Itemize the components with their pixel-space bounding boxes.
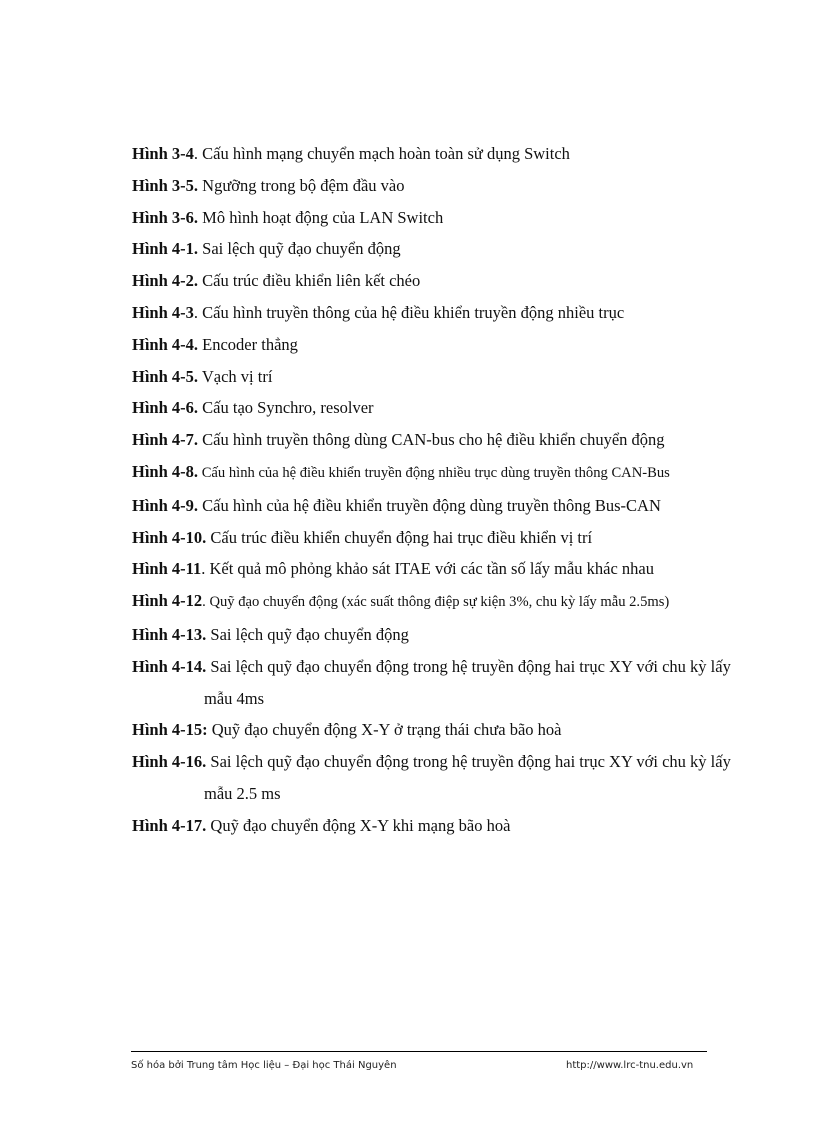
figure-label: Hình 4-13. <box>132 624 207 644</box>
figure-label: Hình 4-10. <box>132 527 207 547</box>
figure-entry-4-15 <box>132 714 752 746</box>
figure-caption: Quỹ đạo chuyển động X-Y khi mạng bão hoà <box>210 815 511 835</box>
figure-label: Hình 4-11 <box>132 559 202 579</box>
figure-entry-4-12 <box>132 585 752 619</box>
figure-separator: . <box>193 302 203 322</box>
figure-entry-4-17 <box>132 810 752 842</box>
figure-caption: Kết quả mô phỏng khảo sát ITAE với các tần số lấy mẫu khác nhau <box>209 559 655 579</box>
figure-separator: . <box>201 559 210 579</box>
figure-caption: Sai lệch quỹ đạo chuyển động <box>210 624 409 644</box>
figure-entry-4-7 <box>132 424 752 456</box>
figure-caption: Quỹ đạo chuyển động X-Y ở trạng thái chưa bão hoà <box>211 720 562 740</box>
figure-entry-4-5 <box>132 361 752 393</box>
figure-entry-4-1 <box>132 233 752 265</box>
figure-caption: Sai lệch quỹ đạo chuyển động trong hệ truyền động hai trục XY với chu kỳ lấy mẫu 4ms <box>204 656 731 708</box>
figure-label: Hình 3-4 <box>132 144 194 163</box>
figure-label: Hình 4-9. <box>132 495 199 515</box>
figure-entry-4-2 <box>132 265 752 297</box>
figure-label: Hình 4-4. <box>132 334 199 354</box>
figure-caption: Cấu trúc điều khiển liên kết chéo <box>202 271 421 291</box>
figure-caption: Cấu tạo Synchro, resolver <box>202 398 374 418</box>
figure-caption: Encoder thẳng <box>202 334 298 354</box>
figure-label: Hình 4-2. <box>132 271 199 291</box>
figure-caption: Mô hình hoạt động của LAN Switch <box>202 207 444 227</box>
figure-label: Hình 4-15: <box>132 720 208 740</box>
figure-label: Hình 4-16. <box>132 752 207 772</box>
figure-label: Hình 4-3 <box>132 302 194 322</box>
figure-caption: Cấu hình của hệ điều khiển truyền động nhiều trục dùng truyền thông CAN-Bus <box>201 464 670 481</box>
figure-entry-4-14 <box>132 651 752 715</box>
figure-entry-4-16 <box>132 746 752 810</box>
figure-entry-4-4 <box>132 329 752 361</box>
figure-caption: Quỹ đạo chuyển động (xác suất thông điệp sự kiện 3%, chu kỳ lấy mẫu 2.5ms) <box>209 594 670 611</box>
figure-entry-4-3 <box>132 297 752 329</box>
figure-caption: Cấu hình truyền thông dùng CAN-bus cho hệ điều khiển chuyển động <box>202 430 665 450</box>
figure-entry-4-9 <box>132 490 752 522</box>
figure-label: Hình 4-17. <box>132 815 207 835</box>
figure-label: Hình 3-6. <box>132 207 199 227</box>
figure-entry-4-10 <box>132 522 752 554</box>
figure-label: Hình 4-14. <box>132 656 207 676</box>
figure-entry-4-11 <box>132 553 752 585</box>
figure-caption: Cấu hình truyền thông của hệ điều khiển truyền động nhiều trục <box>202 302 625 322</box>
figure-label: Hình 4-5. <box>132 366 199 386</box>
figure-caption: Sai lệch quỹ đạo chuyển động <box>202 239 401 259</box>
figure-entry-3-5 <box>132 170 752 202</box>
figure-entry-4-13 <box>132 619 752 651</box>
figure-label: Hình 4-12 <box>132 591 203 611</box>
figure-caption: Cấu hình mạng chuyển mạch hoàn toàn sử dụng Switch <box>202 144 570 163</box>
figure-entry-3-4 <box>132 138 752 170</box>
footer-source-text: Số hóa bởi Trung tâm Học liệu – Đại học Thái Nguyên <box>131 1060 397 1071</box>
figure-label: Hình 4-7. <box>132 430 199 450</box>
footer-divider <box>131 1051 707 1052</box>
figure-separator: . <box>202 594 210 611</box>
figure-caption: Vạch vị trí <box>201 366 273 386</box>
list-of-figures <box>132 138 752 842</box>
figure-caption: Cấu trúc điều khiển chuyển động hai trục điều khiển vị trí <box>210 527 593 547</box>
figure-label: Hình 4-6. <box>132 398 199 418</box>
figure-label: Hình 4-1. <box>132 239 199 259</box>
footer-url: http://www.lrc-tnu.edu.vn <box>566 1060 694 1071</box>
figure-caption: Ngưỡng trong bộ đệm đầu vào <box>202 175 405 195</box>
figure-caption: Sai lệch quỹ đạo chuyển động trong hệ truyền động hai trục XY với chu kỳ lấy mẫu 2.5 ms <box>204 752 731 803</box>
figure-caption: Cấu hình của hệ điều khiển truyền động dùng truyền thông Bus-CAN <box>202 495 661 515</box>
figure-label: Hình 3-5. <box>132 175 199 195</box>
figure-separator: . <box>193 144 203 163</box>
figure-entry-4-6 <box>132 392 752 424</box>
figure-label: Hình 4-8. <box>132 461 199 481</box>
figure-entry-3-6 <box>132 202 752 234</box>
figure-entry-4-8 <box>132 456 752 490</box>
